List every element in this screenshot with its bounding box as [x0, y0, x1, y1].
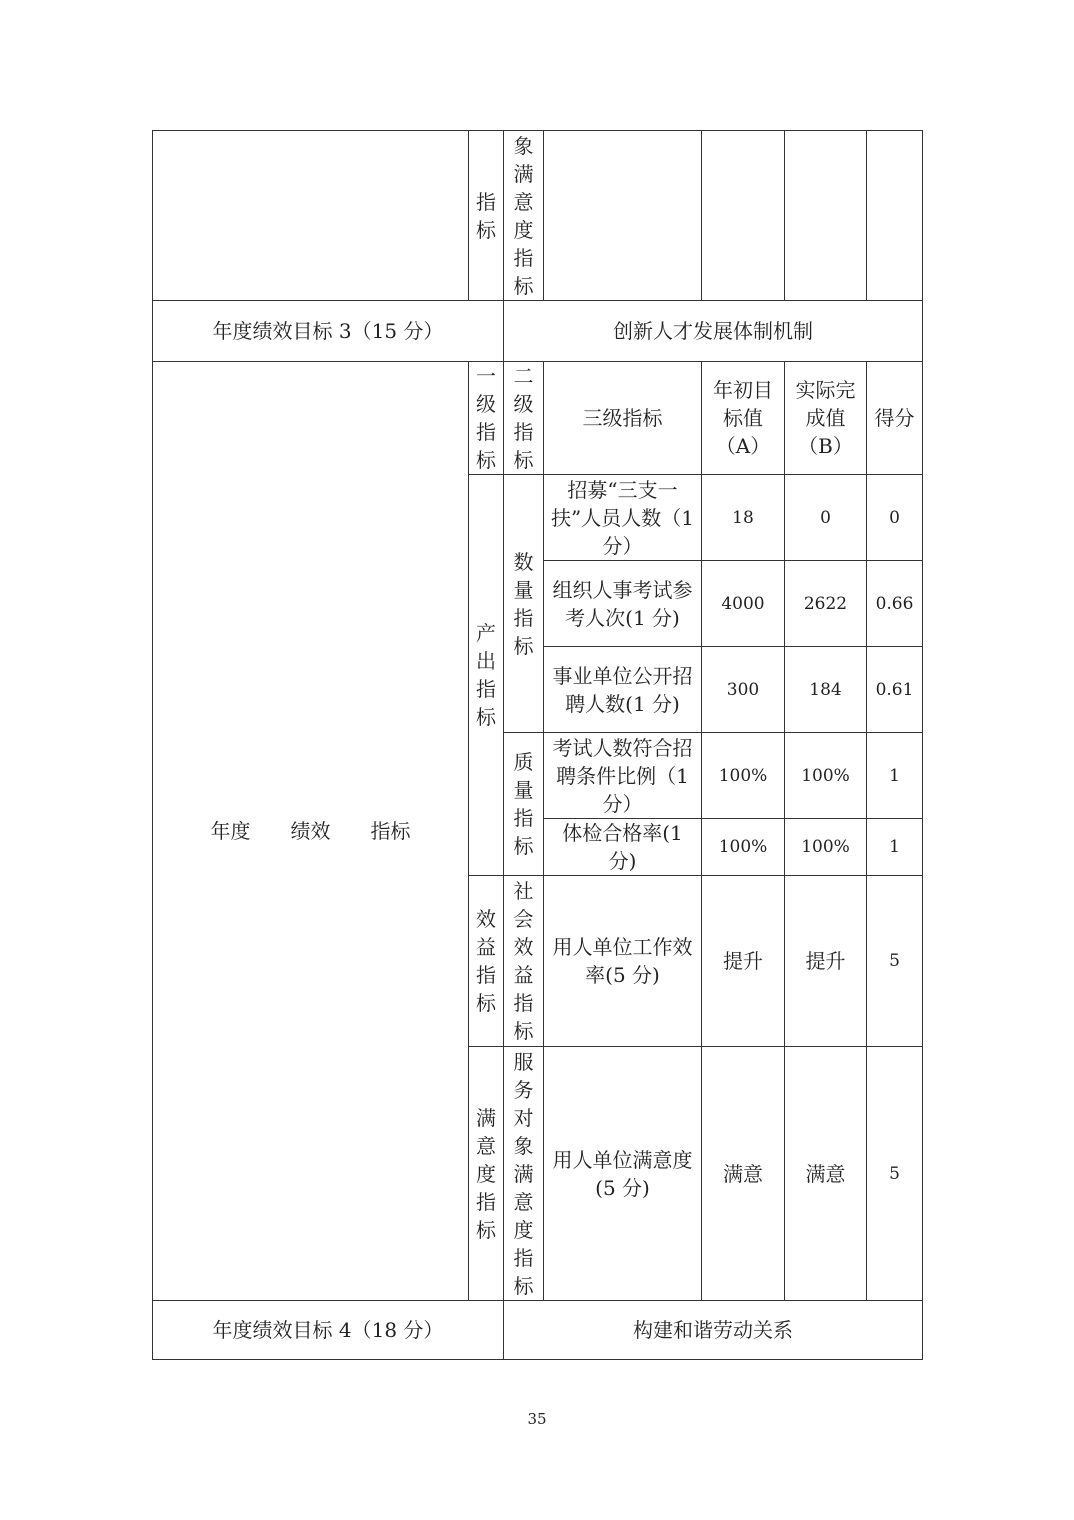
group-quality: 质量指标 — [504, 733, 544, 876]
header-row — [153, 362, 923, 475]
blank-cell — [544, 131, 702, 301]
group-social-benefit: 社会效益指标 — [504, 876, 544, 1047]
group-satisfaction: 满意度指标 — [469, 1047, 504, 1301]
level2-cell: 象满意度指标 — [504, 131, 544, 301]
target-value: 满意 — [702, 1047, 785, 1301]
goal3-row — [153, 301, 923, 362]
continuation-row — [153, 131, 923, 301]
performance-table — [152, 130, 923, 1360]
indicator-name: 体检合格率(1 分) — [544, 819, 702, 876]
actual-value: 提升 — [785, 876, 867, 1047]
target-value: 提升 — [702, 876, 785, 1047]
target-value: 100% — [702, 819, 785, 876]
group-benefit: 效益指标 — [469, 876, 504, 1047]
indicator-name: 用人单位工作效率(5 分) — [544, 876, 702, 1047]
goal4-text: 构建和谐劳动关系 — [504, 1301, 923, 1360]
indicator-name: 考试人数符合招聘条件比例（1 分） — [544, 733, 702, 819]
group-quantity: 数量指标 — [504, 475, 544, 733]
score-value: 0 — [867, 475, 923, 561]
header-level1: 一级指标 — [469, 362, 504, 475]
target-value: 4000 — [702, 561, 785, 647]
actual-value: 满意 — [785, 1047, 867, 1301]
actual-value: 2622 — [785, 561, 867, 647]
score-value: 0.61 — [867, 647, 923, 733]
actual-value: 0 — [785, 475, 867, 561]
group-service-satisfaction: 服务对象满意度指标 — [504, 1047, 544, 1301]
level1-cell: 指标 — [469, 131, 504, 301]
header-level2: 二级指标 — [504, 362, 544, 475]
score-value: 1 — [867, 819, 923, 876]
indicator-section-label: 年度 绩效 指标 — [153, 362, 469, 1301]
indicator-name: 事业单位公开招聘人数(1 分) — [544, 647, 702, 733]
header-score: 得分 — [867, 362, 923, 475]
score-value: 5 — [867, 1047, 923, 1301]
goal4-row — [153, 1301, 923, 1360]
score-value: 5 — [867, 876, 923, 1047]
actual-value: 184 — [785, 647, 867, 733]
indicator-name: 招募“三支一扶”人员人数（1 分） — [544, 475, 702, 561]
actual-value: 100% — [785, 819, 867, 876]
header-actual: 实际完成值（B） — [785, 362, 867, 475]
group-output: 产出指标 — [469, 475, 504, 876]
blank-cell — [867, 131, 923, 301]
page-number: 35 — [527, 1410, 547, 1428]
header-level3: 三级指标 — [544, 362, 702, 475]
indicator-name: 用人单位满意度(5 分) — [544, 1047, 702, 1301]
goal3-text: 创新人才发展体制机制 — [504, 301, 923, 362]
target-value: 18 — [702, 475, 785, 561]
goal3-label: 年度绩效目标 3（15 分） — [153, 301, 504, 362]
blank-cell — [702, 131, 785, 301]
header-target: 年初目标值（A） — [702, 362, 785, 475]
actual-value: 100% — [785, 733, 867, 819]
goal4-label: 年度绩效目标 4（18 分） — [153, 1301, 504, 1360]
blank-cell — [785, 131, 867, 301]
score-value: 1 — [867, 733, 923, 819]
indicator-name: 组织人事考试参考人次(1 分) — [544, 561, 702, 647]
blank-cell — [153, 131, 469, 301]
score-value: 0.66 — [867, 561, 923, 647]
target-value: 100% — [702, 733, 785, 819]
target-value: 300 — [702, 647, 785, 733]
